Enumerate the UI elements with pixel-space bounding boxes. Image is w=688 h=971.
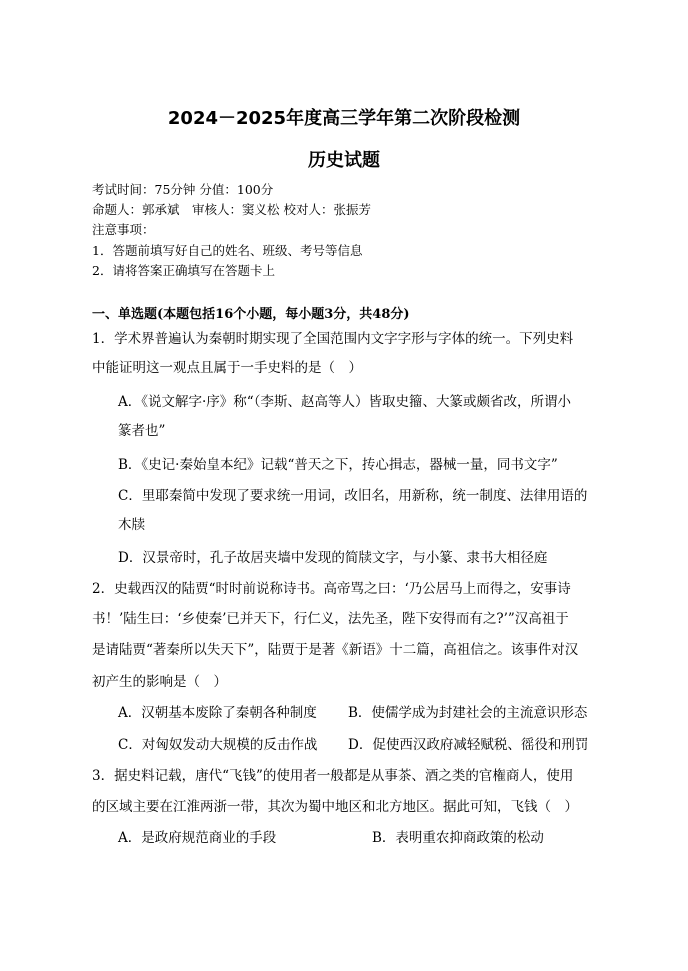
q3-option-a: A．是政府规范商业的手段 xyxy=(118,830,277,846)
notice-title: 注意事项： xyxy=(92,222,155,237)
q1-stem-line-2: 中能证明这一观点且属于一手史料的是（ ） xyxy=(92,360,362,376)
q2-stem-line-3: 是请陆贾“著秦所以失天下”，陆贾于是著《新语》十二篇，高祖信之。该事件对汉 xyxy=(92,642,579,658)
exam-title: 2024－2025年度高三学年第二次阶段检测 xyxy=(167,108,521,129)
q3-stem-line-1: 3．据史料记载，唐代“飞钱”的使用者一般都是从事茶、酒之类的官権商人，使用 xyxy=(92,768,574,784)
notice-item-1: 1．答题前填写好自己的姓名、班级、考号等信息 xyxy=(92,243,363,258)
q2-stem-line-2: 书！’陆生曰：‘乡使秦’已并天下，行仁义，法先圣，陛下安得而有之?’”汉高祖于 xyxy=(92,611,569,627)
q3-option-b: B．表明重农抑商政策的松动 xyxy=(372,830,544,846)
section-heading: 一、单选题(本题包括16个小题，每小题3分，共48分) xyxy=(92,307,410,322)
exam-time-score: 考试时间：75分钟 分值：100分 xyxy=(92,182,274,197)
q1-option-a-line-1: A．《说文解字·序》称“（李斯、赵高等人）皆取史籀、大篆或颇省改，所谓小 xyxy=(118,394,571,410)
q1-option-c-line-2: 木牍 xyxy=(118,517,145,533)
q2-stem-line-1: 2．史载西汉的陆贾“时时前说称诗书。高帝骂之曰：‘乃公居马上而得之，安事诗 xyxy=(92,581,571,597)
q1-option-c-line-1: C．里耶秦简中发现了要求统一用词，改旧名，用新称，统一制度、法律用语的 xyxy=(118,488,588,504)
exam-subtitle: 历史试题 xyxy=(308,150,380,171)
q1-option-d: D．汉景帝时，孔子故居夹墙中发现的简牍文字，与小篆、隶书大相径庭 xyxy=(118,550,548,566)
q2-stem-line-4: 初产生的影响是（ ） xyxy=(92,674,227,690)
q3-stem-line-2: 的区域主要在江淮两浙一带，其次为蜀中地区和北方地区。据此可知，飞钱（ ） xyxy=(92,799,578,815)
q1-option-a-line-2: 篆者也” xyxy=(118,423,166,439)
notice-item-2: 2．请将答案正确填写在答题卡上 xyxy=(92,263,275,278)
q1-option-b: B．《史记·秦始皇本纪》记载“普天之下，抟心揖志，器械一量，同书文字” xyxy=(118,457,558,473)
q2-option-b: B．使儒学成为封建社会的主流意识形态 xyxy=(348,705,588,721)
q2-option-a: A．汉朝基本废除了秦朝各种制度 xyxy=(118,705,317,721)
q2-option-c: C．对匈奴发动大规模的反击作战 xyxy=(118,737,318,753)
exam-staff: 命题人：郭承斌 审核人：窦义松 校对人：张振芳 xyxy=(92,202,371,217)
q2-option-d: D．促使西汉政府减轻赋税、徭役和刑罚 xyxy=(348,737,589,753)
q1-stem-line-1: 1．学术界普遍认为秦朝时期实现了全国范围内文字字形与字体的统一。下列史料 xyxy=(92,331,574,347)
